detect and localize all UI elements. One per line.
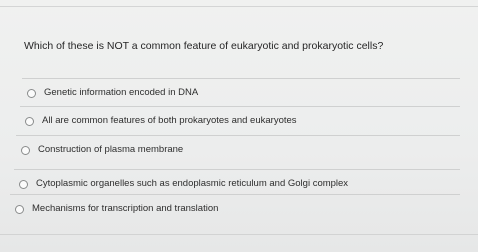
answer-option-label: Construction of plasma membrane xyxy=(38,144,184,155)
question-text: Which of these is NOT a common feature of eukaryotic and prokaryotic cells? xyxy=(24,40,384,52)
option-divider xyxy=(16,135,460,136)
answer-option-5[interactable] xyxy=(0,194,478,224)
option-divider xyxy=(14,169,460,170)
radio-button[interactable] xyxy=(15,205,24,214)
radio-button[interactable] xyxy=(27,89,36,98)
answer-option-1[interactable] xyxy=(0,78,478,108)
radio-button[interactable] xyxy=(19,180,28,189)
answer-option-label: Genetic information encoded in DNA xyxy=(44,87,199,98)
option-divider xyxy=(10,194,460,195)
answer-option-label: Mechanisms for transcription and translation xyxy=(32,203,219,214)
option-divider xyxy=(20,106,460,107)
radio-button[interactable] xyxy=(21,146,30,155)
answer-option-3[interactable] xyxy=(0,135,478,165)
bottom-divider xyxy=(0,234,478,235)
answer-option-label: All are common features of both prokaryotes and eukaryotes xyxy=(42,115,297,126)
answer-option-label: Cytoplasmic organelles such as endoplasmic reticulum and Golgi complex xyxy=(36,178,349,189)
answer-option-2[interactable] xyxy=(0,106,478,136)
top-divider xyxy=(0,6,478,7)
option-divider xyxy=(22,78,460,79)
radio-button[interactable] xyxy=(25,117,34,126)
